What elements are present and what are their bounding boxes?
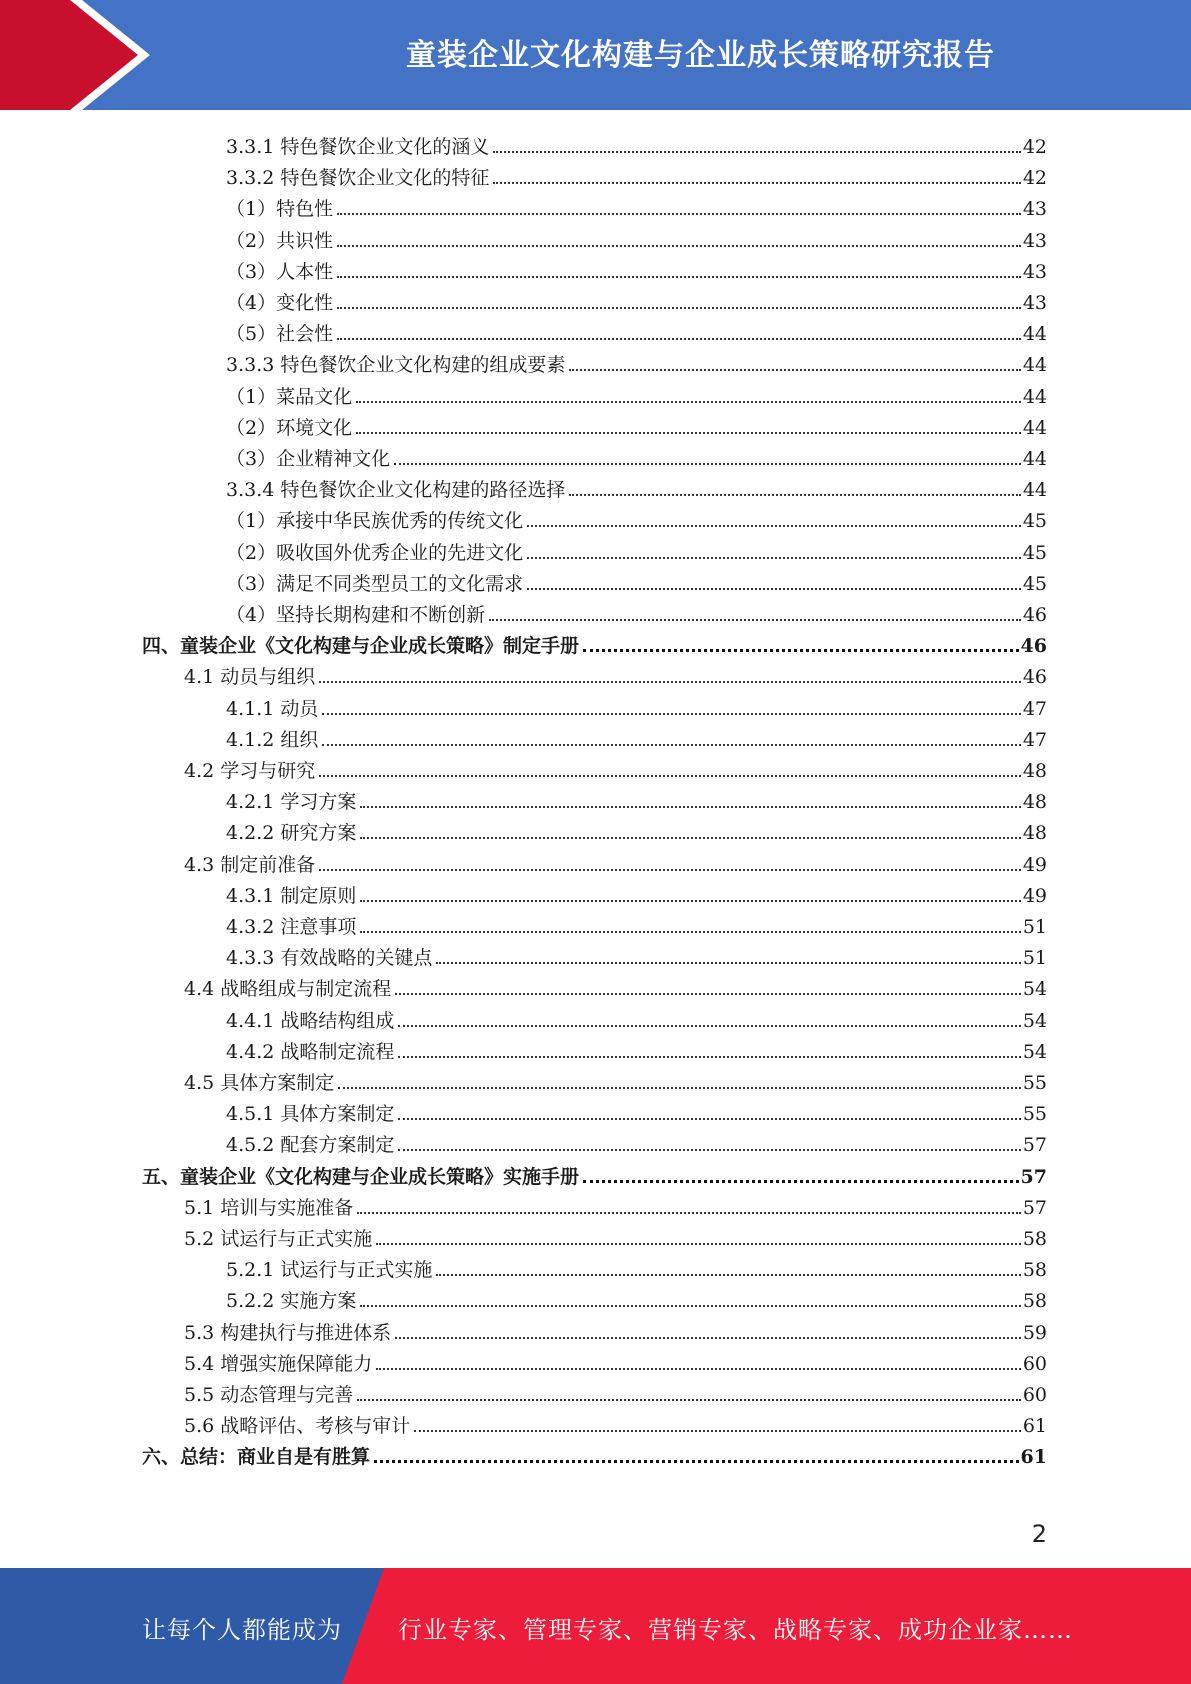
toc-leader-dots xyxy=(436,1273,1020,1276)
toc-leader-dots xyxy=(337,337,1021,340)
toc-leader-dots xyxy=(322,743,1020,746)
toc-entry-label: 5.2.1 试运行与正式实施 xyxy=(226,1259,433,1282)
toc-entry-label: 五、童装企业《文化构建与企业成长策略》实施手册 xyxy=(142,1165,580,1188)
toc-entry-label: 5.3 构建执行与推进体系 xyxy=(184,1321,392,1344)
toc-entry[interactable] xyxy=(226,1001,1047,1032)
toc-leader-dots xyxy=(322,712,1020,715)
toc-entry-label: 3.3.4 特色餐饮企业文化构建的路径选择 xyxy=(226,479,566,502)
toc-leader-dots xyxy=(356,400,1021,403)
toc-entry[interactable] xyxy=(184,1313,1047,1344)
toc-entry-label: 4.2.1 学习方案 xyxy=(226,791,357,814)
toc-entry-page: 45 xyxy=(1022,510,1047,533)
toc-entry-page: 61 xyxy=(1020,1446,1047,1469)
toc-entry-page: 60 xyxy=(1022,1384,1047,1406)
toc-entry[interactable] xyxy=(226,533,1047,564)
toc-entry[interactable] xyxy=(184,1375,1047,1406)
toc-entry-label: 4.2.2 研究方案 xyxy=(226,822,357,845)
toc-entry-label: 3.3.2 特色餐饮企业文化的特征 xyxy=(226,167,490,190)
toc-entry-page: 48 xyxy=(1022,760,1047,782)
toc-entry-page: 57 xyxy=(1022,1134,1047,1157)
toc-entry-page: 55 xyxy=(1022,1103,1047,1126)
toc-entry[interactable] xyxy=(226,782,1047,813)
toc-entry[interactable] xyxy=(226,813,1047,844)
toc-entry-page: 58 xyxy=(1022,1259,1047,1282)
toc-entry-page: 58 xyxy=(1022,1228,1047,1250)
toc-entry-page: 43 xyxy=(1022,260,1047,283)
toc-entry-label: 4.5.2 配套方案制定 xyxy=(226,1134,395,1157)
toc-entry[interactable] xyxy=(226,720,1047,751)
toc-leader-dots xyxy=(569,493,1020,496)
toc-entry[interactable] xyxy=(226,907,1047,938)
toc-entry[interactable] xyxy=(184,1219,1047,1250)
toc-entry-page: 54 xyxy=(1022,1040,1047,1063)
toc-leader-dots xyxy=(319,774,1021,777)
footer-slogan-left: 让每个人都能成为 xyxy=(142,1616,342,1644)
toc-leader-dots xyxy=(376,1242,1021,1245)
toc-entry-page: 60 xyxy=(1022,1352,1047,1375)
toc-entry-page: 47 xyxy=(1022,728,1047,751)
toc-entry[interactable] xyxy=(226,283,1047,314)
toc-entry-label: 4.3.2 注意事项 xyxy=(226,916,357,938)
toc-leader-dots xyxy=(374,1459,1019,1463)
toc-entry[interactable] xyxy=(226,1281,1047,1312)
page-footer xyxy=(0,1568,1191,1684)
toc-entry[interactable] xyxy=(226,439,1047,470)
toc-entry-page: 42 xyxy=(1022,167,1047,190)
toc-entry-page: 46 xyxy=(1022,666,1047,689)
toc-entry-label: 4.5 具体方案制定 xyxy=(184,1072,335,1094)
toc-entry-page: 55 xyxy=(1022,1072,1047,1094)
toc-leader-dots xyxy=(398,1024,1020,1027)
toc-entry-label: 3.3.3 特色餐饮企业文化构建的组成要素 xyxy=(226,354,566,377)
toc-leader-dots xyxy=(489,618,1021,621)
toc-entry-label: 5.2 试运行与正式实施 xyxy=(184,1228,373,1250)
toc-entry[interactable] xyxy=(184,845,1047,876)
toc-entry[interactable] xyxy=(226,314,1047,345)
toc-leader-dots xyxy=(360,899,1020,902)
footer-slogan-right: 行业专家、管理专家、营销专家、战略专家、成功企业家…… xyxy=(398,1616,1073,1644)
toc-entry-label: 4.3.3 有效战略的关键点 xyxy=(226,947,433,970)
toc-entry[interactable] xyxy=(184,969,1047,1000)
toc-entry-label: （2）环境文化 xyxy=(226,416,353,439)
toc-leader-dots xyxy=(394,462,1021,465)
toc-entry-label: 4.1 动员与组织 xyxy=(184,666,316,689)
toc-entry[interactable] xyxy=(226,564,1047,595)
toc-leader-dots xyxy=(527,556,1021,559)
toc-leader-dots xyxy=(338,1086,1021,1089)
toc-entry-label: 3.3.1 特色餐饮企业文化的涵义 xyxy=(226,136,490,158)
toc-entry-page: 44 xyxy=(1022,448,1047,470)
toc-entry[interactable] xyxy=(184,1406,1047,1437)
toc-entry-label: 四、童装企业《文化构建与企业成长策略》制定手册 xyxy=(142,635,580,658)
toc-entry[interactable] xyxy=(142,1437,1047,1468)
toc-entry-label: （5）社会性 xyxy=(226,323,334,346)
toc-entry[interactable] xyxy=(142,1157,1047,1188)
toc-leader-dots xyxy=(414,1429,1021,1432)
toc-leader-dots xyxy=(360,930,1020,933)
toc-entry[interactable] xyxy=(226,408,1047,439)
page-number: 2 xyxy=(1031,1520,1047,1548)
toc-leader-dots xyxy=(395,1336,1021,1339)
toc-entry-page: 57 xyxy=(1020,1165,1047,1188)
toc-entry-label: （4）变化性 xyxy=(226,292,334,314)
toc-entry-page: 51 xyxy=(1022,947,1047,970)
toc-entry[interactable] xyxy=(226,595,1047,626)
toc-entry-page: 47 xyxy=(1022,697,1047,720)
toc-entry[interactable] xyxy=(226,501,1047,532)
toc-entry[interactable] xyxy=(226,689,1047,720)
toc-entry[interactable] xyxy=(226,127,1047,158)
toc-leader-dots xyxy=(356,431,1021,434)
toc-entry-label: （3）人本性 xyxy=(226,260,334,283)
toc-leader-dots xyxy=(319,868,1021,871)
toc-entry-page: 44 xyxy=(1022,323,1047,346)
toc-leader-dots xyxy=(398,1148,1020,1151)
toc-entry[interactable] xyxy=(184,1063,1047,1094)
toc-leader-dots xyxy=(493,181,1020,184)
toc-leader-dots xyxy=(436,961,1020,964)
toc-entry-page: 44 xyxy=(1022,385,1047,408)
toc-entry-label: 4.4.1 战略结构组成 xyxy=(226,1009,395,1032)
toc-leader-dots xyxy=(357,1211,1021,1214)
toc-entry-label: 5.4 增强实施保障能力 xyxy=(184,1352,373,1375)
toc-entry-label: （3）满足不同类型员工的文化需求 xyxy=(226,572,524,595)
toc-entry-page: 49 xyxy=(1022,853,1047,876)
toc-leader-dots xyxy=(360,805,1020,808)
toc-entry-page: 46 xyxy=(1020,635,1047,658)
toc-entry-label: （1）承接中华民族优秀的传统文化 xyxy=(226,510,524,533)
toc-entry[interactable] xyxy=(184,751,1047,782)
toc-entry-page: 44 xyxy=(1022,479,1047,502)
toc-leader-dots xyxy=(583,1179,1019,1183)
toc-entry-page: 54 xyxy=(1022,978,1047,1001)
toc-entry-label: （2）共识性 xyxy=(226,229,334,252)
toc-entry-label: 4.2 学习与研究 xyxy=(184,760,316,782)
toc-leader-dots xyxy=(569,368,1020,371)
toc-leader-dots xyxy=(337,275,1021,278)
toc-entry-label: 六、总结：商业自是有胜算 xyxy=(142,1446,371,1469)
toc-entry[interactable] xyxy=(226,221,1047,252)
toc-entry-label: （1）菜品文化 xyxy=(226,385,353,408)
toc-entry-page: 43 xyxy=(1022,198,1047,221)
toc-leader-dots xyxy=(398,1055,1020,1058)
toc-entry-page: 49 xyxy=(1022,884,1047,907)
toc-entry-page: 58 xyxy=(1022,1290,1047,1313)
toc-leader-dots xyxy=(360,836,1020,839)
toc-entry[interactable] xyxy=(184,657,1047,688)
toc-entry-page: 43 xyxy=(1022,229,1047,252)
toc-leader-dots xyxy=(527,524,1021,527)
toc-entry[interactable] xyxy=(226,345,1047,376)
toc-entry-page: 44 xyxy=(1022,354,1047,377)
toc-entry-label: 5.5 动态管理与完善 xyxy=(184,1384,354,1406)
toc-entry-label: 4.4.2 战略制定流程 xyxy=(226,1040,395,1063)
toc-entry-page: 44 xyxy=(1022,416,1047,439)
toc-leader-dots xyxy=(376,1367,1021,1370)
toc-entry-label: 5.6 战略评估、考核与审计 xyxy=(184,1415,411,1438)
toc-entry-label: （4）坚持长期构建和不断创新 xyxy=(226,604,486,626)
toc-entry-label: （1）特色性 xyxy=(226,198,334,221)
toc-entry-label: 4.5.1 具体方案制定 xyxy=(226,1103,395,1126)
toc-entry-label: 4.4 战略组成与制定流程 xyxy=(184,978,392,1001)
toc-leader-dots xyxy=(357,1398,1021,1401)
toc-leader-dots xyxy=(337,244,1021,247)
toc-leader-dots xyxy=(319,680,1021,683)
toc-entry-page: 54 xyxy=(1022,1009,1047,1032)
toc-entry[interactable] xyxy=(226,938,1047,969)
toc-entry[interactable] xyxy=(226,158,1047,189)
toc-entry[interactable] xyxy=(226,876,1047,907)
toc-entry-page: 43 xyxy=(1022,292,1047,314)
toc-entry-label: （2）吸收国外优秀企业的先进文化 xyxy=(226,541,524,564)
toc-entry-label: （3）企业精神文化 xyxy=(226,448,391,470)
toc-entry-label: 5.1 培训与实施准备 xyxy=(184,1196,354,1219)
chevron-decoration xyxy=(0,0,140,110)
toc-entry[interactable] xyxy=(226,377,1047,408)
report-title: 童装企业文化构建与企业成长策略研究报告 xyxy=(406,38,995,73)
toc-entry[interactable] xyxy=(226,252,1047,283)
toc-entry-label: 4.1.2 组织 xyxy=(226,728,319,751)
toc-entry[interactable] xyxy=(184,1188,1047,1219)
toc-entry-page: 51 xyxy=(1022,916,1047,938)
toc-entry[interactable] xyxy=(226,189,1047,220)
toc-entry[interactable] xyxy=(226,1125,1047,1156)
toc-entry[interactable] xyxy=(184,1344,1047,1375)
toc-leader-dots xyxy=(493,150,1020,153)
toc-leader-dots xyxy=(583,648,1019,652)
toc-leader-dots xyxy=(337,212,1021,215)
toc-leader-dots xyxy=(398,1117,1020,1120)
toc-entry-page: 61 xyxy=(1022,1415,1047,1438)
toc-entry[interactable] xyxy=(142,626,1047,657)
toc-entry[interactable] xyxy=(226,470,1047,501)
toc-leader-dots xyxy=(360,1304,1020,1307)
page-header xyxy=(0,0,1191,110)
toc-entry-page: 46 xyxy=(1022,604,1047,626)
toc-leader-dots xyxy=(527,587,1021,590)
toc-entry-label: 4.3.1 制定原则 xyxy=(226,884,357,907)
toc-entry-page: 45 xyxy=(1022,541,1047,564)
toc-entry-page: 42 xyxy=(1022,136,1047,158)
toc-entry-label: 4.1.1 动员 xyxy=(226,697,319,720)
toc-entry-page: 59 xyxy=(1022,1321,1047,1344)
toc-entry[interactable] xyxy=(226,1250,1047,1281)
toc-entry-label: 5.2.2 实施方案 xyxy=(226,1290,357,1313)
toc-leader-dots xyxy=(337,306,1021,309)
toc-entry[interactable] xyxy=(226,1094,1047,1125)
toc-entry[interactable] xyxy=(226,1032,1047,1063)
toc-entry-label: 4.3 制定前准备 xyxy=(184,853,316,876)
toc-entry-page: 48 xyxy=(1022,791,1047,814)
toc-leader-dots xyxy=(395,992,1021,995)
toc-entry-page: 57 xyxy=(1022,1196,1047,1219)
toc-entry-page: 48 xyxy=(1022,822,1047,845)
toc-entry-page: 45 xyxy=(1022,572,1047,595)
